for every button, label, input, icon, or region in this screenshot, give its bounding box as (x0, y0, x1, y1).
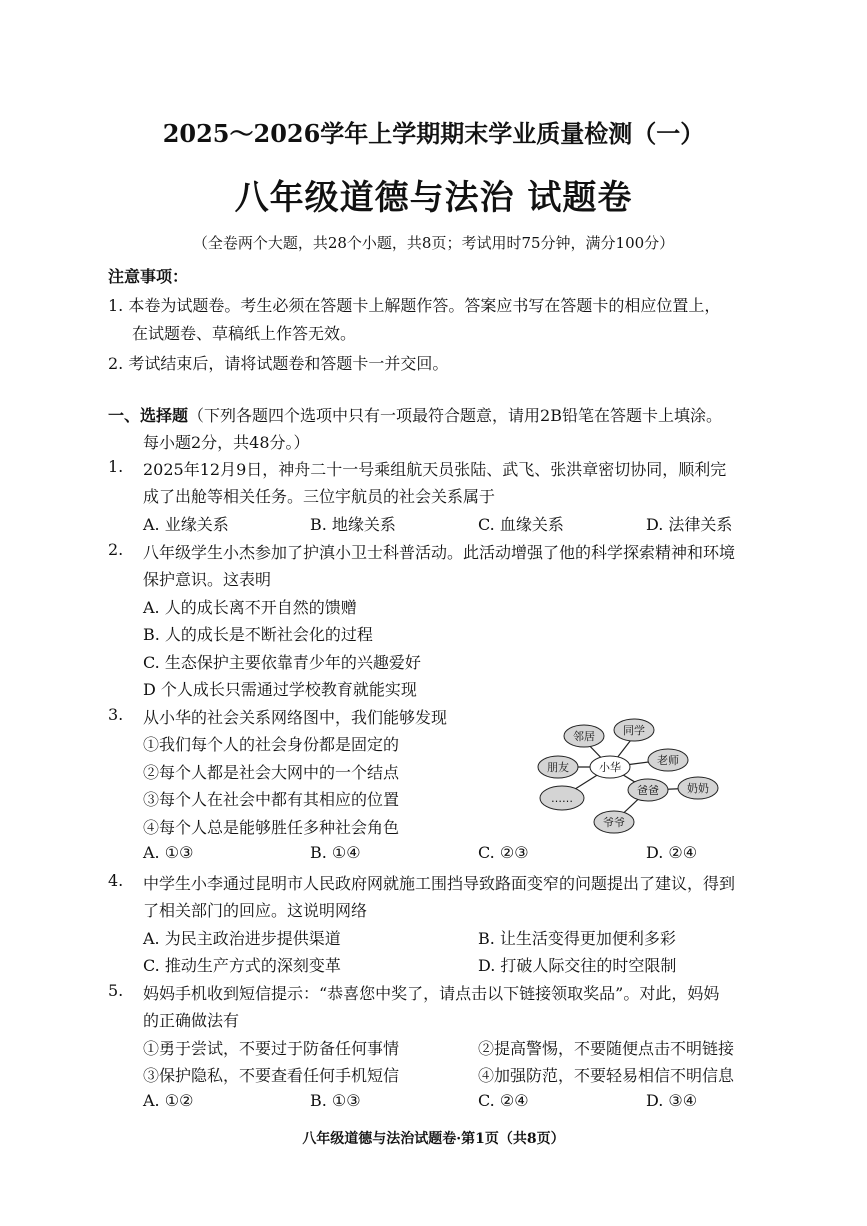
q4-option-b[interactable]: B. 让生活变得更加便利多彩 (478, 929, 676, 948)
q5-statement-3: ③保护隐私，不要查看任何手机短信 (143, 1066, 400, 1085)
q3-stem: 从小华的社会关系网络图中，我们能够发现 (143, 708, 448, 727)
q5-number: 5. (108, 981, 124, 1000)
q4-number: 4. (108, 871, 124, 890)
node-label-teacher: 老师 (657, 754, 679, 767)
notes-item1-line1: 1. 本卷为试题卷。考生必须在答题卡上解题作答。答案应书写在答题卡的相应位置上， (108, 296, 721, 315)
section1-heading-row (108, 403, 722, 426)
node-label-grandpa: 爷爷 (603, 816, 625, 829)
q5-option-d[interactable]: D. ③④ (646, 1091, 698, 1110)
q1-option-d[interactable]: D. 法律关系 (646, 515, 733, 534)
node-label-friend: 朋友 (547, 761, 569, 774)
page-footer: 八年级道德与法治试题卷·第1页（共8页） (302, 1131, 565, 1147)
q5-statement-1: ①勇于尝试，不要过于防备任何事情 (143, 1039, 400, 1058)
node-label-father: 爸爸 (637, 784, 659, 797)
q5-statement-2: ②提高警惕，不要随便点击不明链接 (478, 1039, 735, 1058)
q2-option-c[interactable]: C. 生态保护主要依靠青少年的兴趣爱好 (143, 653, 421, 672)
q1-option-c[interactable]: C. 血缘关系 (478, 515, 564, 534)
social-network-diagram (530, 712, 730, 837)
q2-stem-line2: 保护意识。这表明 (143, 570, 272, 589)
q3-option-a[interactable]: A. ①③ (143, 843, 194, 862)
exam-subtitle: （全卷两个大题，共28个小题，共8页；考试用时75分钟，满分100分） (192, 234, 675, 252)
node-label-classmate: 同学 (623, 724, 645, 737)
notes-item1-line2: 在试题卷、草稿纸上作答无效。 (132, 324, 357, 343)
q1-number: 1. (108, 457, 124, 476)
q1-stem-line2: 成了出舱等相关任务。三位宇航员的社会关系属于 (143, 487, 496, 506)
notes-item2: 2. 考试结束后，请将试题卷和答题卡一并交回。 (108, 354, 449, 373)
q4-stem-line1: 中学生小李通过昆明市人民政府网就施工围挡导致路面变窄的问题提出了建议，得到 (143, 874, 736, 893)
q5-stem-line2: 的正确做法有 (143, 1011, 240, 1030)
section1-instruction-line1: （下列各题四个选项中只有一项最符合题意，请用2B铅笔在答题卡上填涂。 (188, 406, 722, 425)
q2-number: 2. (108, 540, 124, 559)
q5-option-a[interactable]: A. ①② (143, 1091, 194, 1110)
q4-option-c[interactable]: C. 推动生产方式的深刻变革 (143, 956, 341, 975)
q1-stem-line1: 2025年12月9日，神舟二十一号乘组航天员张陆、武飞、张洪章密切协同，顺利完 (143, 460, 727, 479)
exam-title-line2: 八年级道德与法治 试题卷 (234, 178, 633, 218)
q3-option-b[interactable]: B. ①④ (310, 843, 361, 862)
q4-option-d[interactable]: D. 打破人际交往的时空限制 (478, 956, 677, 975)
q3-statement-3: ③每个人在社会中都有其相应的位置 (143, 790, 400, 809)
node-label-neighbor: 邻居 (573, 730, 595, 743)
exam-title-line1: 2025～2026学年上学期期末学业质量检测（一） (162, 119, 705, 148)
q5-option-c[interactable]: C. ②④ (478, 1091, 529, 1110)
q4-stem-line2: 了相关部门的回应。这说明网络 (143, 901, 368, 920)
q1-option-a[interactable]: A. 业缘关系 (143, 515, 229, 534)
q3-statement-1: ①我们每个人的社会身份都是固定的 (143, 735, 400, 754)
section1-instruction-line2: 每小题2分，共48分。） (143, 433, 310, 452)
node-label-center: 小华 (599, 761, 621, 774)
q2-option-b[interactable]: B. 人的成长是不断社会化的过程 (143, 625, 373, 644)
q2-stem-line1: 八年级学生小杰参加了护滇小卫士科普活动。此活动增强了他的科学探索精神和环境 (143, 543, 736, 562)
node-label-grandma: 奶奶 (687, 782, 709, 795)
q3-statement-2: ②每个人都是社会大网中的一个结点 (143, 763, 400, 782)
notes-heading: 注意事项： (108, 267, 189, 286)
q5-stem-line1: 妈妈手机收到短信提示：“恭喜您中奖了，请点击以下链接领取奖品”。对此，妈妈 (143, 984, 720, 1003)
q5-option-b[interactable]: B. ①③ (310, 1091, 361, 1110)
q1-option-b[interactable]: B. 地缘关系 (310, 515, 396, 534)
q3-number: 3. (108, 705, 124, 724)
node-label-etc: …… (551, 792, 573, 805)
q3-option-c[interactable]: C. ②③ (478, 843, 529, 862)
section1-heading: 一、选择题 (108, 406, 189, 425)
q2-option-a[interactable]: A. 人的成长离不开自然的馈赠 (143, 598, 357, 617)
q3-option-d[interactable]: D. ②④ (646, 843, 698, 862)
q4-option-a[interactable]: A. 为民主政治进步提供渠道 (143, 929, 341, 948)
q2-option-d[interactable]: D 个人成长只需通过学校教育就能实现 (143, 680, 417, 699)
q5-statement-4: ④加强防范，不要轻易相信不明信息 (478, 1066, 735, 1085)
q3-statement-4: ④每个人总是能够胜任多种社会角色 (143, 818, 400, 837)
